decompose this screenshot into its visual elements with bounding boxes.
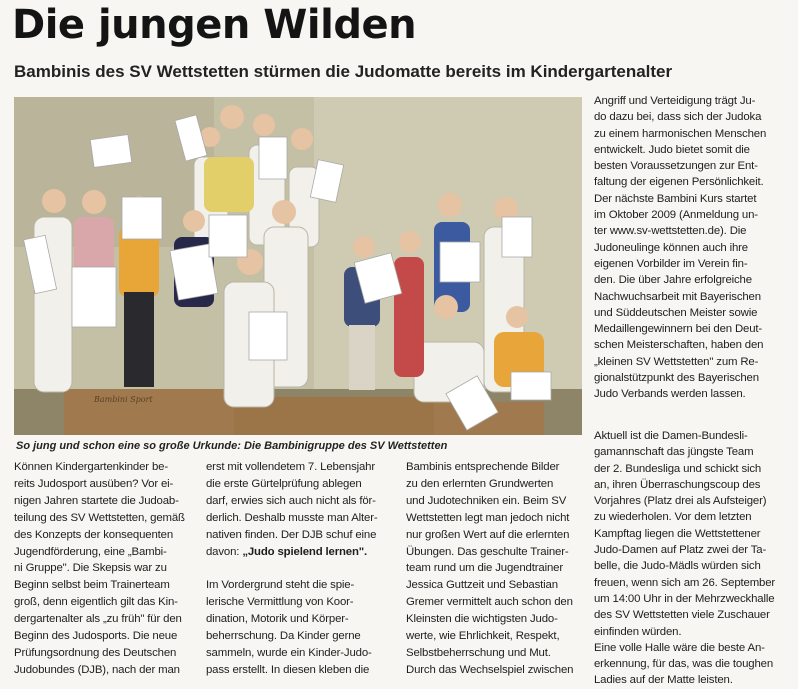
judo-spielend-lernen-highlight: „Judo spielend lernen".: [242, 545, 368, 558]
article-column-2: [206, 459, 378, 679]
photo-illustration: [14, 97, 582, 435]
podium-sign: Bambini Sport: [94, 395, 153, 404]
column2-lines: erst mit vollendetem 7. Lebensjahr die erste Gürtelprüfung ablegen darf, erwies sich auch nicht als för- derlich. Deshalb musste man Alter- nativen finden. Der DJB schuf eine: [206, 461, 378, 541]
column2-rest: Im Vordergrund steht die spie- lerische Vermittlung von Koor- dination, Motorik und Körper- beherrschung. Da Kinder gerne sammeln, wurde ein Kinder-Judo- pass erstellt. In diesen kleben die: [206, 579, 372, 676]
article-column-1: Können Kindergartenkinder be- reits Judosport ausüben? Vor ei- nigen Jahren startete die Judoab- teilung des SV Wettstetten, gemäß des Konzepts der konsequenten Jugendförderung, eine „Bambi- ni Gruppe". Die Skepsis war zu Beginn selbst beim Trainerteam groß, denn eigentlich gilt das Kin- dergartenalter als „zu früh" für den Beginn des Judosports. Die neue Prüfungsordnung des Deutschen Judobundes (DJB), nach der man: [14, 461, 185, 676]
article-column-3: Bambinis entsprechende Bilder zu den erlernten Grundwerten und Judotechniken ein. Beim SV Wettstetten legt man jedoch nicht nur großen Wert auf die erlernten Übungen. Das geschulte Trainer- team rund um die Jugendtrainer Jessica Guttzeit und Sebastian Gremer vermittelt auch schon den Kleinsten die wichtigsten Judo- werte, wie Ehrlichkeit, Respekt, Selbstbeherrschung und Mut. Durch das Wechselspiel zwischen: [406, 461, 574, 676]
photo-caption: So jung und schon eine so große Urkunde: Die Bambinigruppe des SV Wettstetten: [16, 440, 448, 452]
column2-intro: davon:: [206, 545, 243, 558]
article-column-4: Angriff und Verteidigung trägt Ju- do dazu bei, dass sich der Judoka zu einem harmonischen Menschen entwickelt. Judo bietet somit die besten Voraussetzungen zur Ent- faltung der eigenen Persönlichkeit. Der nächste Bambini Kurs startet im Oktober 2009 (Anmeldung un- ter www.sv-wettstetten.de). Die Judoneulinge können auch ihre eigenen Vorbilder im Verein fin- den. Die über Jahre erfolgreiche Nachwuchsarbeit mit Bayerischen und Süddeutschen Meister sowie Medaillengewinnern bei den Deut- schen Meisterschaften, haben den „kleinen SV Wettstetten" zum Re- gionalstützpunkt des Bayerischen Judo Verbands werden lassen.: [594, 95, 767, 401]
headline: Die jungen Wilden: [12, 2, 417, 48]
team-photo: [14, 97, 582, 435]
article-column-4-continued: Aktuell ist die Damen-Bundesli- gamannschaft das jüngste Team der 2. Bundesliga und schickt sich an, ihren Überraschungscoup des Vorjahres (Platz drei als Aufsteiger) zu wiederholen. Vor dem letzten Kampftag liegen die Wettstettener Judo-Damen auf Platz zwei der Ta- belle, die Judo-Mädls würden sich freuen, wenn sich am 26. September um 14:00 Uhr in der Mehrzweckhalle des SV Wettstetten viele Zuschauer einfinden würden. Eine volle Halle wäre die beste An- erkennung, für das, was die toughen Ladies auf der Matte leisten.: [594, 430, 776, 687]
subheadline: Bambinis des SV Wettstetten stürmen die Judomatte bereits im Kindergartenalter: [14, 62, 673, 81]
